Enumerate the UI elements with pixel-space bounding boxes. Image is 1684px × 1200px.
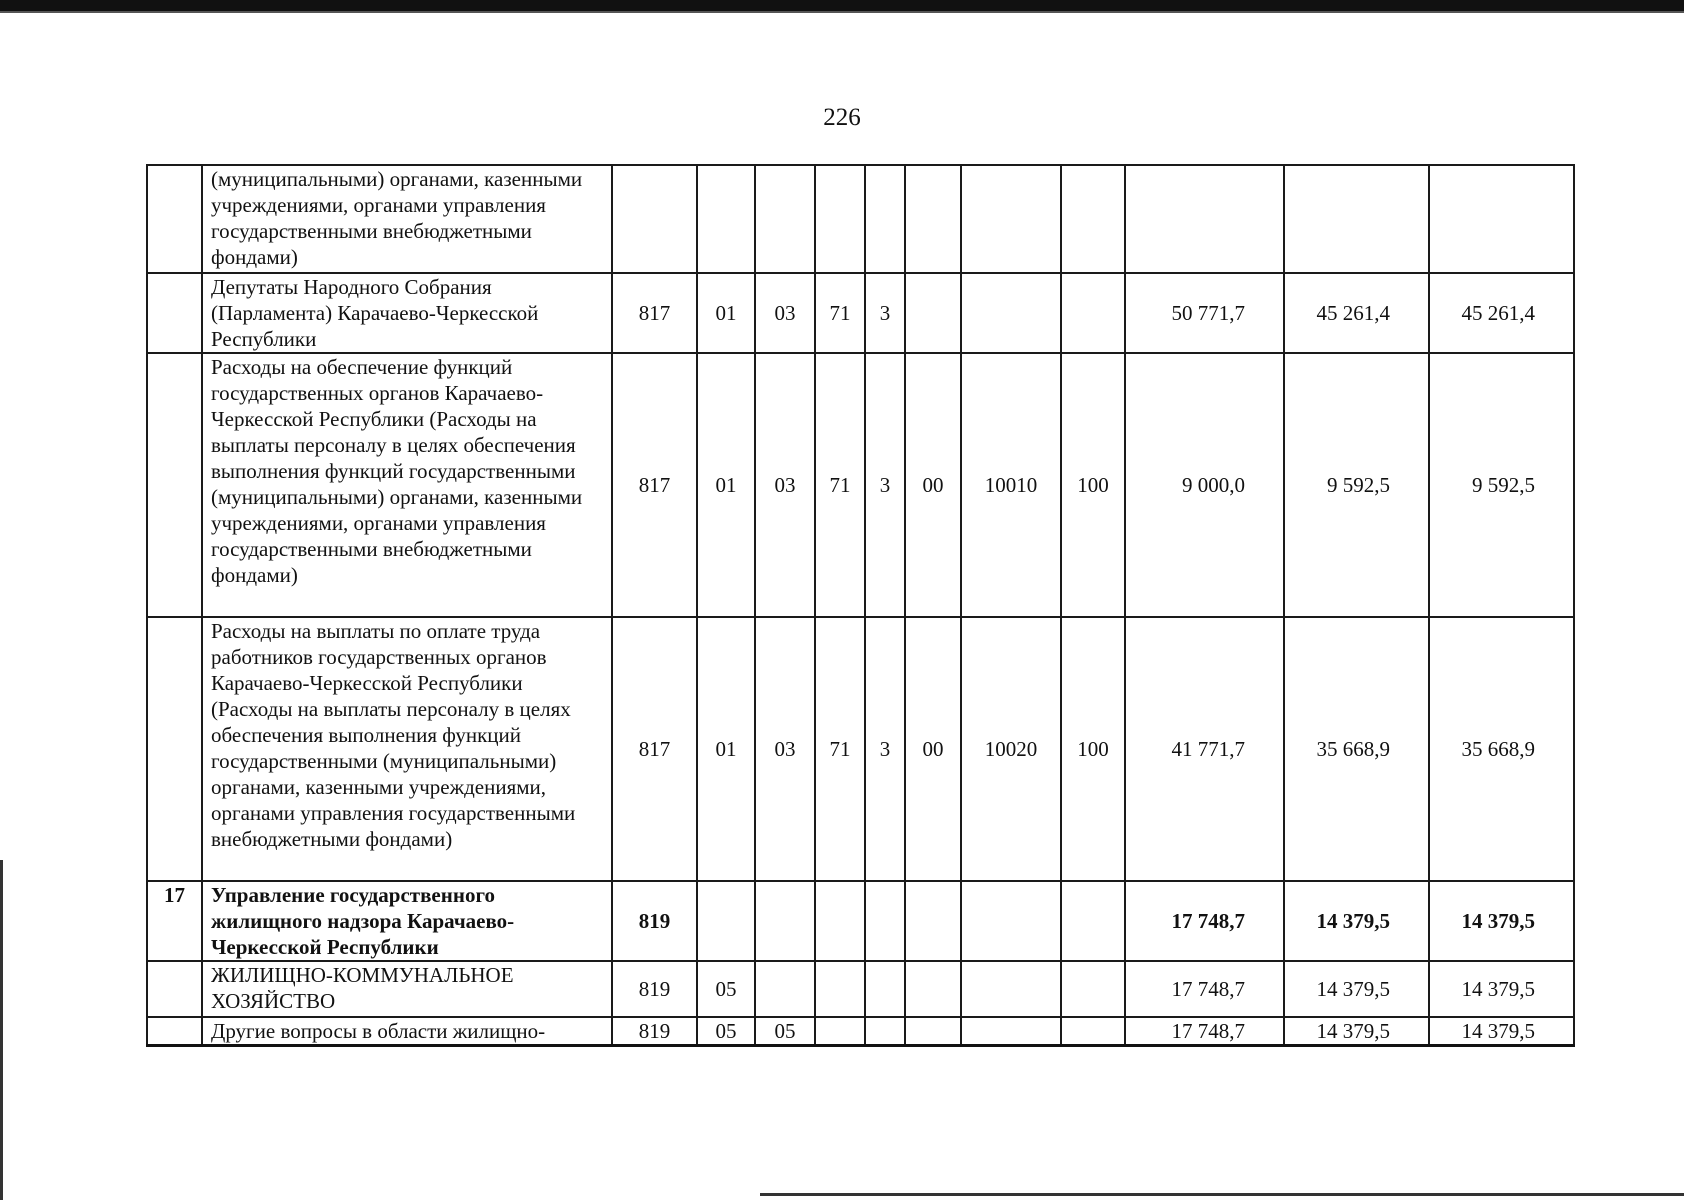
scan-bottom-edge <box>760 1193 1684 1196</box>
amount-year1-cell: 50 771,7 <box>1125 273 1284 353</box>
grbs-code-cell: 819 <box>612 961 697 1017</box>
direction-code-cell <box>961 165 1061 273</box>
expense-type-cell: 100 <box>1061 617 1125 881</box>
row-name-cell: Расходы на обеспечение функций государственных органов Карачаево-Черкесской Республики (Расходы на выплаты персоналу в целях обеспечения выполнения функций государственными (муниципальными) органами, казенными учреждениями, органами управления государственными внебюджетными фондами) <box>202 353 612 617</box>
grbs-code-cell <box>612 165 697 273</box>
measure-code-cell: 00 <box>905 617 961 881</box>
subprogram-code-cell <box>865 881 905 961</box>
amount-year2-cell: 9 592,5 <box>1284 353 1429 617</box>
direction-code-cell <box>961 961 1061 1017</box>
measure-code-cell <box>905 1017 961 1046</box>
subprogram-code-cell <box>865 961 905 1017</box>
row-name-cell: ЖИЛИЩНО-КОММУНАЛЬНОЕ ХОЗЯЙСТВО <box>202 961 612 1017</box>
table-row <box>147 1017 1574 1046</box>
amount-year3-cell: 14 379,5 <box>1429 881 1574 961</box>
measure-code-cell: 00 <box>905 353 961 617</box>
amount-year1-cell: 17 748,7 <box>1125 1017 1284 1046</box>
section-code-cell: 01 <box>697 353 755 617</box>
expense-type-cell <box>1061 165 1125 273</box>
grbs-code-cell: 817 <box>612 273 697 353</box>
row-number-cell <box>147 353 202 617</box>
scan-left-edge <box>0 860 3 1200</box>
measure-code-cell <box>905 273 961 353</box>
direction-code-cell: 10010 <box>961 353 1061 617</box>
amount-year1-cell: 9 000,0 <box>1125 353 1284 617</box>
row-number-cell: 17 <box>147 881 202 961</box>
subsection-code-cell <box>755 165 815 273</box>
row-number-cell <box>147 617 202 881</box>
grbs-code-cell: 817 <box>612 353 697 617</box>
subsection-code-cell: 03 <box>755 273 815 353</box>
measure-code-cell <box>905 165 961 273</box>
row-number-cell <box>147 961 202 1017</box>
amount-year3-cell: 45 261,4 <box>1429 273 1574 353</box>
amount-year3-cell: 14 379,5 <box>1429 961 1574 1017</box>
subsection-code-cell: 05 <box>755 1017 815 1046</box>
amount-year2-cell: 45 261,4 <box>1284 273 1429 353</box>
subsection-code-cell <box>755 881 815 961</box>
subprogram-code-cell <box>865 1017 905 1046</box>
expense-type-cell <box>1061 1017 1125 1046</box>
row-name-cell: Другие вопросы в области жилищно- <box>202 1017 612 1046</box>
direction-code-cell <box>961 273 1061 353</box>
amount-year2-cell: 14 379,5 <box>1284 1017 1429 1046</box>
program-code-cell: 71 <box>815 617 865 881</box>
section-code-cell: 05 <box>697 1017 755 1046</box>
expense-type-cell <box>1061 273 1125 353</box>
row-number-cell <box>147 1017 202 1046</box>
table-row <box>147 273 1574 353</box>
amount-year2-cell: 35 668,9 <box>1284 617 1429 881</box>
program-code-cell: 71 <box>815 273 865 353</box>
program-code-cell <box>815 165 865 273</box>
amount-year3-cell: 14 379,5 <box>1429 1017 1574 1046</box>
amount-year3-cell: 35 668,9 <box>1429 617 1574 881</box>
amount-year3-cell: 9 592,5 <box>1429 353 1574 617</box>
row-name-cell: Депутаты Народного Собрания (Парламента) Карачаево-Черкесской Республики <box>202 273 612 353</box>
table-row <box>147 353 1574 617</box>
subprogram-code-cell <box>865 165 905 273</box>
subsection-code-cell <box>755 961 815 1017</box>
amount-year1-cell <box>1125 165 1284 273</box>
measure-code-cell <box>905 961 961 1017</box>
amount-year3-cell <box>1429 165 1574 273</box>
scan-top-edge <box>0 0 1684 11</box>
subprogram-code-cell: 3 <box>865 273 905 353</box>
program-code-cell: 71 <box>815 353 865 617</box>
subprogram-code-cell: 3 <box>865 617 905 881</box>
row-number-cell <box>147 165 202 273</box>
direction-code-cell: 10020 <box>961 617 1061 881</box>
section-code-cell: 05 <box>697 961 755 1017</box>
direction-code-cell <box>961 1017 1061 1046</box>
row-name-cell: Расходы на выплаты по оплате труда работников государственных органов Карачаево-Черкесской Республики (Расходы на выплаты персоналу в целях обеспечения выполнения функций государственными (муниципальными) органами, казенными учреждениями, органами управления государственными внебюджетными фондами) <box>202 617 612 881</box>
section-code-cell <box>697 881 755 961</box>
program-code-cell <box>815 881 865 961</box>
expense-type-cell: 100 <box>1061 353 1125 617</box>
amount-year1-cell: 41 771,7 <box>1125 617 1284 881</box>
expense-type-cell <box>1061 881 1125 961</box>
section-code-cell: 01 <box>697 273 755 353</box>
scan-top-edge-shadow <box>0 11 1684 13</box>
table-row <box>147 617 1574 881</box>
grbs-code-cell: 819 <box>612 1017 697 1046</box>
row-name-cell: (муниципальными) органами, казенными учреждениями, органами управления государственными внебюджетными фондами) <box>202 165 612 273</box>
amount-year1-cell: 17 748,7 <box>1125 881 1284 961</box>
subsection-code-cell: 03 <box>755 617 815 881</box>
amount-year2-cell: 14 379,5 <box>1284 961 1429 1017</box>
table-row <box>147 165 1574 273</box>
section-code-cell <box>697 165 755 273</box>
program-code-cell <box>815 1017 865 1046</box>
amount-year2-cell <box>1284 165 1429 273</box>
amount-year1-cell: 17 748,7 <box>1125 961 1284 1017</box>
table-row <box>147 961 1574 1017</box>
direction-code-cell <box>961 881 1061 961</box>
amount-year2-cell: 14 379,5 <box>1284 881 1429 961</box>
subsection-code-cell: 03 <box>755 353 815 617</box>
budget-table <box>146 164 1575 1047</box>
program-code-cell <box>815 961 865 1017</box>
subprogram-code-cell: 3 <box>865 353 905 617</box>
page-number: 226 <box>823 104 861 131</box>
row-name-cell: Управление государственного жилищного надзора Карачаево-Черкесской Республики <box>202 881 612 961</box>
row-number-cell <box>147 273 202 353</box>
expense-type-cell <box>1061 961 1125 1017</box>
grbs-code-cell: 819 <box>612 881 697 961</box>
grbs-code-cell: 817 <box>612 617 697 881</box>
measure-code-cell <box>905 881 961 961</box>
section-code-cell: 01 <box>697 617 755 881</box>
table-row-section-header <box>147 881 1574 961</box>
